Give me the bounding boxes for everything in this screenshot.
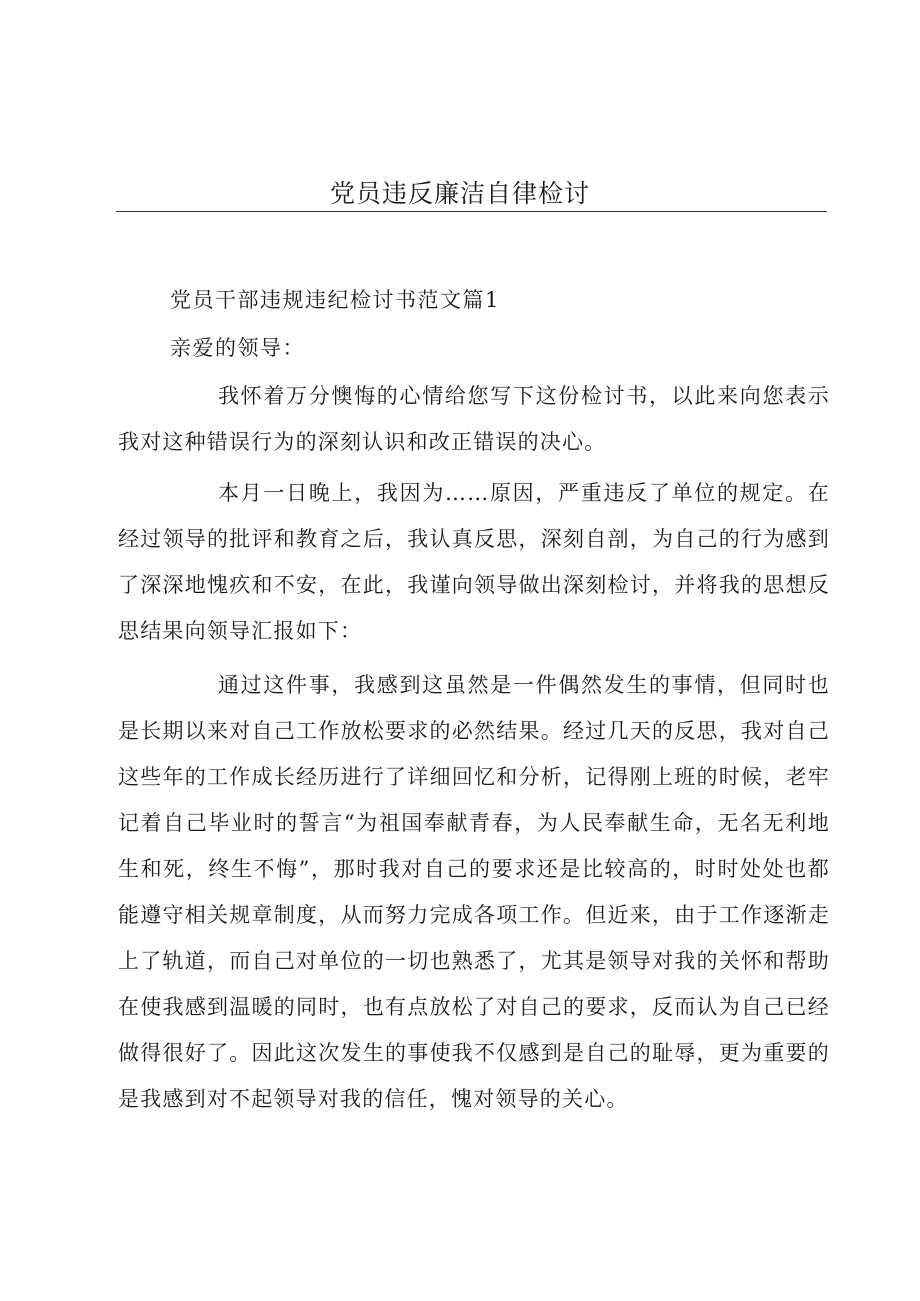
paragraph-2: 本月一日晚上，我因为……原因，严重违反了单位的规定。在经过领导的批评和教育之后，我认真反思，深刻自剖，为自己的行为感到了深深地愧疚和不安，在此，我谨向领导做出深刻检讨，并将我的思想反思结果向领导汇报如下： — [118, 481, 830, 643]
title-underline — [116, 211, 827, 212]
salutation: 亲爱的领导： — [170, 336, 305, 360]
section-heading: 党员干部违规违纪检讨书范文篇1 — [170, 288, 500, 312]
document-title: 党员违反廉洁自律检讨 — [329, 179, 590, 208]
paragraph-3: 通过这件事，我感到这虽然是一件偶然发生的事情，但同时也是长期以来对自己工作放松要求的必然结果。经过几天的反思，我对自己这些年的工作成长经历进行了详细回忆和分析，记得刚上班的时候，老牢记着自己毕业时的誓言“为祖国奉献青春，为人民奉献生命，无名无利地生和死，终生不悔”，那时我对自己的要求还是比较高的，时时处处也都能遵守相关规章制度，从而努力完成各项工作。但近来，由于工作逐渐走上了轨道，而自己对单位的一切也熟悉了，尤其是领导对我的关怀和帮助在使我感到温暖的同时，也有点放松了对自己的要求，反而认为自己已经做得很好了。因此这次发生的事使我不仅感到是自己的耻辱，更为重要的是我感到对不起领导对我的信任，愧对领导的关心。 — [118, 673, 830, 1111]
paragraph-1: 我怀着万分懊悔的心情给您写下这份检讨书，以此来向您表示我对这种错误行为的深刻认识和改正错误的决心。 — [118, 384, 830, 454]
